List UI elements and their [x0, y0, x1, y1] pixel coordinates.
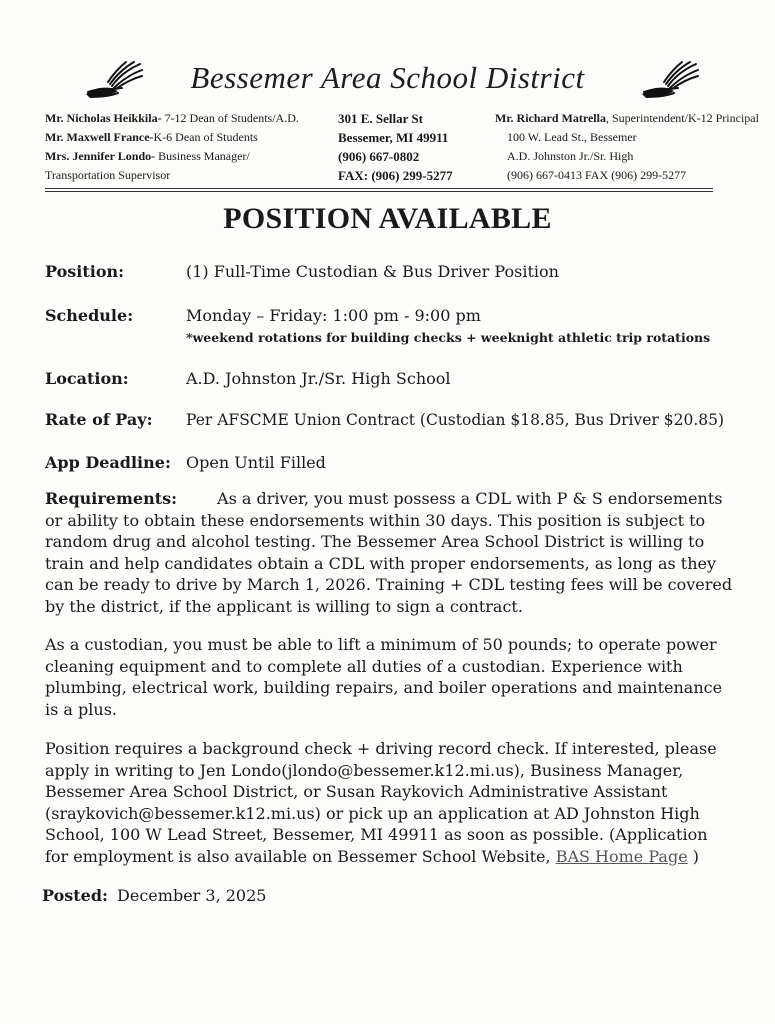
- staff-name: Mrs. Jennifer Londo-: [45, 149, 156, 163]
- letterhead: [0, 0, 775, 200]
- district-address: [338, 109, 453, 185]
- staff-title: 7-12 Dean of Students/A.D.: [161, 111, 299, 125]
- superintendent-phone-fax: (906) 667-0413 FAX (906) 299-5277: [507, 168, 687, 182]
- staff-name: Mr. Nicholas Heikkila-: [45, 111, 162, 125]
- field-app-deadline: [45, 452, 326, 474]
- superintendent-address: 100 W. Lead St., Bessemer: [507, 130, 637, 144]
- field-label: Location:: [45, 369, 129, 388]
- header-divider: [45, 188, 713, 189]
- apply-closing: ): [687, 846, 699, 866]
- address-street: 301 E. Sellar St: [338, 111, 423, 126]
- superintendent-title: , Superintendent/K-12 Principal: [605, 111, 759, 125]
- field-label: Position:: [45, 262, 125, 281]
- superintendent-contact: [495, 109, 775, 185]
- superintendent-school: A.D. Johnston Jr./Sr. High: [507, 149, 634, 163]
- apply-paragraph: [45, 738, 735, 867]
- field-value: Open Until Filled: [186, 453, 326, 472]
- superintendent-name: Mr. Richard Matrella: [495, 111, 606, 125]
- requirements-label: Requirements:: [45, 489, 178, 508]
- field-label: Rate of Pay:: [45, 410, 153, 429]
- address-city: Bessemer, MI 49911: [338, 130, 449, 145]
- field-value: Monday – Friday: 1:00 pm - 9:00 pm: [186, 306, 481, 325]
- posted-label: Posted:: [42, 886, 108, 905]
- address-phone: (906) 667-0802: [338, 149, 420, 164]
- field-label: App Deadline:: [45, 453, 171, 472]
- field-value: A.D. Johnston Jr./Sr. High School: [186, 369, 451, 388]
- custodian-paragraph: As a custodian, you must be able to lift a minimum of 50 pounds; to operate power cleaning equipment and to complete all duties of a custodian. Experience with plumbing, electrical work, building repairs, and boiler operations and maintenance is a plus.: [45, 635, 723, 719]
- field-position: [45, 261, 559, 283]
- field-location: [45, 368, 451, 390]
- page-title: POSITION AVAILABLE: [223, 202, 552, 235]
- posted-value: December 3, 2025: [117, 886, 267, 905]
- header-divider: [45, 191, 713, 192]
- staff-contacts-left: [45, 109, 299, 185]
- requirements-paragraph: [45, 488, 735, 617]
- field-schedule: [45, 305, 711, 345]
- bas-home-page-link[interactable]: BAS Home Page: [555, 846, 688, 866]
- address-fax: FAX: (906) 299-5277: [338, 168, 453, 183]
- staff-title: K-6 Dean of Students: [153, 130, 258, 144]
- district-name: Bessemer Area School District: [190, 60, 585, 95]
- staff-title: Business Manager/: [155, 149, 250, 163]
- posted-date: [42, 886, 266, 905]
- staff-name: Mr. Maxwell France-: [45, 130, 154, 144]
- field-label: Schedule:: [45, 306, 134, 325]
- winged-shoe-logo: [638, 58, 700, 100]
- field-value: Per AFSCME Union Contract (Custodian $18.85, Bus Driver $20.85): [186, 411, 725, 429]
- apply-text: Position requires a background check + driving record check. If interested, please apply in writing to Jen Londo(jlondo@bessemer.k12.mi.us), Business Manager, Bessemer Area School District, or Susan Raykovich Administrative Assistant (sraykovich@bessemer.k12.mi.us) or pick up an application at AD Johnston High School, 100 W Lead Street, Bessemer, MI 49911 as soon as possible. (Application for employment is also available on Bessemer School Website,: [45, 739, 717, 866]
- staff-title: Transportation Supervisor: [45, 168, 171, 182]
- field-value: (1) Full-Time Custodian & Bus Driver Position: [186, 262, 559, 281]
- field-rate-of-pay: [45, 409, 725, 431]
- schedule-note: *weekend rotations for building checks + weeknight athletic trip rotations: [186, 330, 711, 345]
- requirements-text: As a driver, you must possess a CDL with P & S endorsements or ability to obtain these endorsements within 30 days. This position is subject to random drug and alcohol testing. The Bessemer Area School District is willing to train and help candidates obtain a CDL with proper endorsements, as long as they can be ready to drive by March 1, 2026. Training + CDL testing fees will be covered by the district, if the applicant is willing to sign a contract.: [45, 489, 733, 616]
